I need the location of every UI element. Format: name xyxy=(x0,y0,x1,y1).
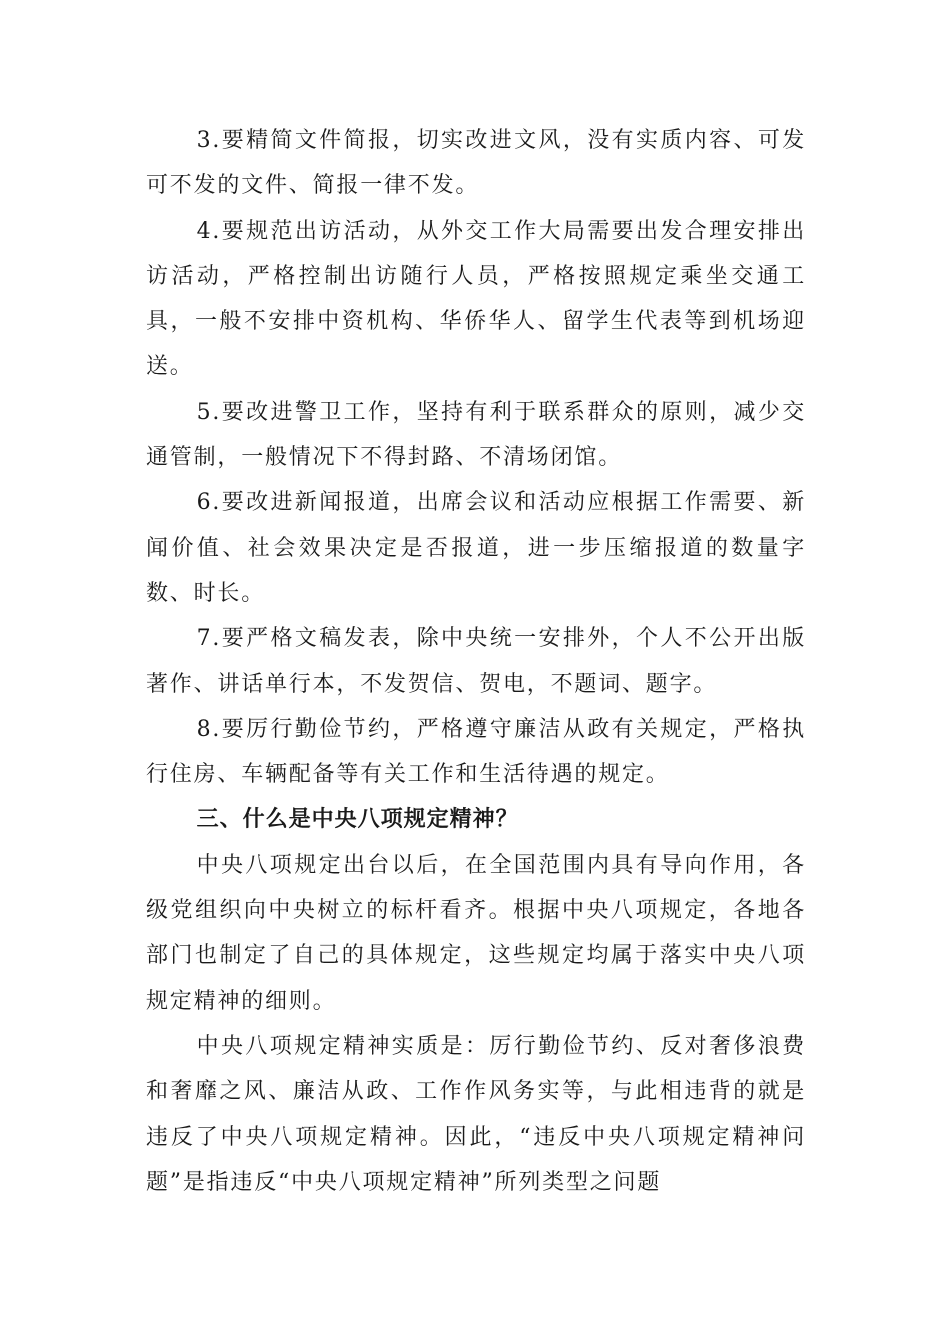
section-paragraph-1: 中央八项规定出台以后，在全国范围内具有导向作用，各级党组织向中央树立的标杆看齐。根据中央八项规定，各地各部门也制定了自己的具体规定，这些规定均属于落实中央八项规定精神的细则。 xyxy=(146,852,806,1014)
rule-paragraph-3: 3.要精简文件简报，切实改进文风，没有实质内容、可发可不发的文件、简报一律不发。 xyxy=(146,128,806,199)
document-page xyxy=(146,118,806,1205)
rule-paragraph-4: 4.要规范出访活动，从外交工作大局需要出发合理安排出访活动，严格控制出访随行人员，严格按照规定乘坐交通工具，一般不安排中资机构、华侨华人、留学生代表等到机场迎送。 xyxy=(146,218,806,380)
section-heading: 三、什么是中央八项规定精神？ xyxy=(196,807,519,833)
rule-paragraph-8: 8.要厉行勤俭节约，严格遵守廉洁从政有关规定，严格执行住房、车辆配备等有关工作和生活待遇的规定。 xyxy=(146,716,806,788)
section-paragraph-2: 中央八项规定精神实质是：厉行勤俭节约、反对奢侈浪费和奢靡之风、廉洁从政、工作作风务实等，与此相违背的就是违反了中央八项规定精神。因此，“违反中央八项规定精神问题”是指违反“中央八项规定精神”所列类型之问题 xyxy=(146,1033,806,1195)
rule-paragraph-7: 7.要严格文稿发表，除中央统一安排外，个人不公开出版著作、讲话单行本，不发贺信、贺电，不题词、题字。 xyxy=(146,626,806,697)
rule-paragraph-5: 5.要改进警卫工作，坚持有利于联系群众的原则，减少交通管制，一般情况下不得封路、不清场闭馆。 xyxy=(146,399,806,471)
rule-paragraph-6: 6.要改进新闻报道，出席会议和活动应根据工作需要、新闻价值、社会效果决定是否报道，进一步压缩报道的数量字数、时长。 xyxy=(146,490,806,606)
